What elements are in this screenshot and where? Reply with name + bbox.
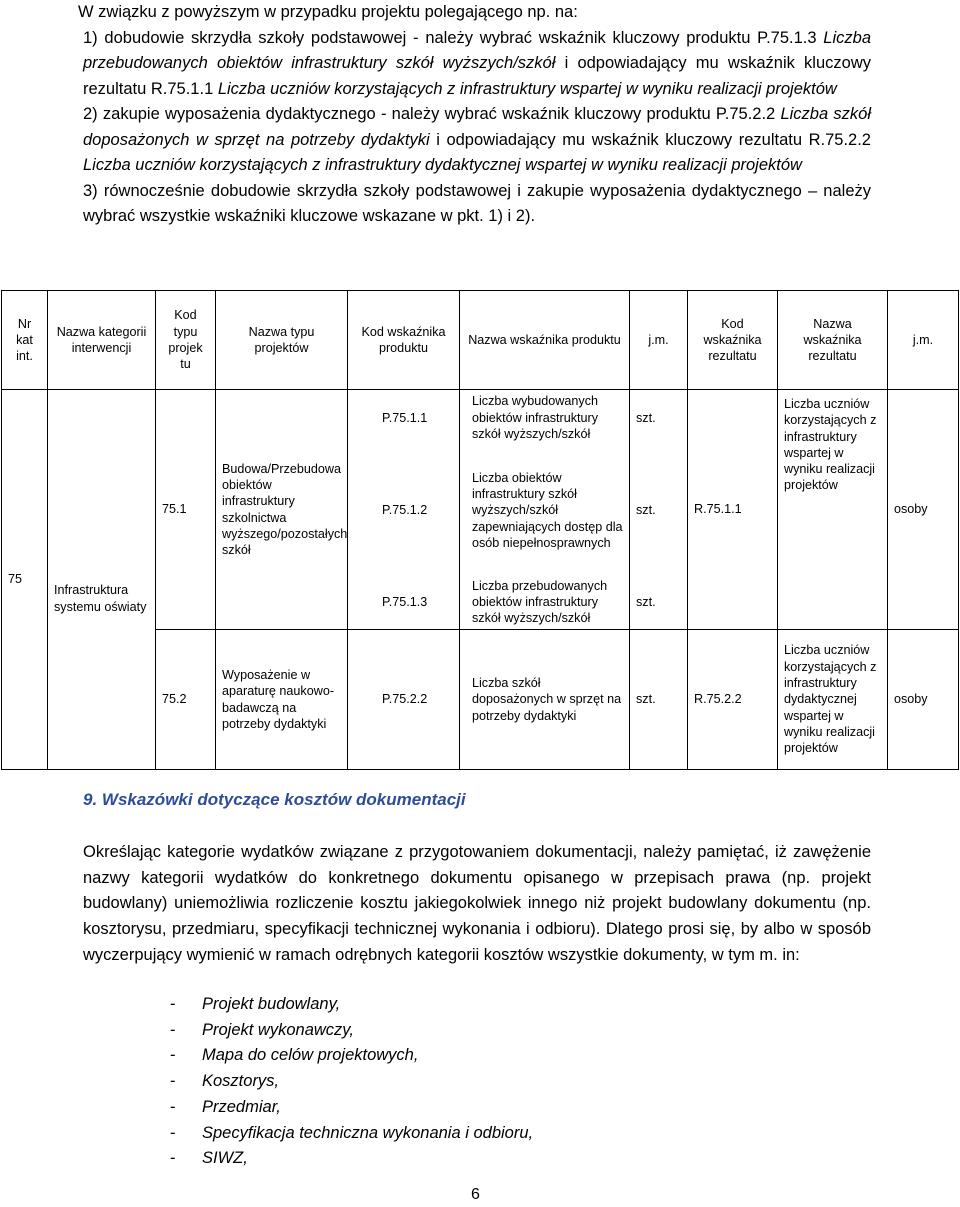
table-row bbox=[2, 390, 959, 446]
intro-line: W związku z powyższym w przypadku projektu polegającego np. na: bbox=[78, 3, 578, 21]
result-code: R.75.1.1 bbox=[688, 390, 778, 630]
section-title: 9. Wskazówki dotyczące kosztów dokumentacji bbox=[83, 790, 466, 809]
result-unit: osoby bbox=[888, 390, 959, 630]
header-cell: Kod wskaźnika rezultatu bbox=[688, 291, 778, 390]
list-item: - Kosztorys, bbox=[170, 1069, 533, 1095]
section-paragraph: Określając kategorie wydatków związane z przygotowaniem dokumentacji, należy pamiętać, iż zawężenie nazwy kategorii wydatków do konkretnego dokumentu opisanego w przepisach prawa (np. projekt budowlany) uniemożliwia rozliczenie kosztu jakiegokolwiek innego niż projekt budowlany dokumentu (np. kosztorysu, przedmiaru, specyfikacji technicznej wykonania i odbioru). Dlatego prosi się, by albo w sposób wyczerpujący wymienić w ramach odrębnych kategorii kosztów wszystkie dokumenty, w tym m. in: bbox=[83, 843, 871, 964]
text: i odpowiadający mu wskaźnik kluczowy rezultatu R.75.2.2 bbox=[429, 130, 871, 149]
header-cell: Nazwa wskaźnika produktu bbox=[460, 291, 630, 390]
indicators-table bbox=[1, 290, 959, 770]
type-code: 75.1 bbox=[156, 390, 216, 630]
intro-text bbox=[78, 0, 871, 230]
result-code: R.75.2.2 bbox=[688, 630, 778, 770]
product-name: Liczba wybudowanych obiektów infrastruktury szkół wyższych/szkół bbox=[460, 390, 630, 446]
header-cell: Nazwa typu projektów bbox=[216, 291, 348, 390]
header-cell: Kod typu projek tu bbox=[156, 291, 216, 390]
intro-point-1 bbox=[83, 26, 871, 103]
list-item: - Przedmiar, bbox=[170, 1095, 533, 1121]
product-unit: szt. bbox=[630, 576, 688, 630]
product-name: Liczba szkół doposażonych w sprzęt na potrzeby dydaktyki bbox=[460, 630, 630, 770]
text: 2) zakupie wyposażenia dydaktycznego - należy wybrać wskaźnik kluczowy produktu P.75.2.2 bbox=[83, 105, 781, 123]
result-unit: osoby bbox=[888, 630, 959, 770]
intro-point-2 bbox=[83, 102, 871, 179]
text-italic: Liczba uczniów korzystających z infrastruktury dydaktycznej wspartej w wyniku realizacji projektów bbox=[83, 156, 802, 174]
intro-point-3: 3) równocześnie dobudowie skrzydła szkoły podstawowej i zakupie wyposażenia dydaktycznego – należy wybrać wszystkie wskaźniki kluczowe wskazane w pkt. 1) i 2). bbox=[83, 181, 871, 225]
table-header-row bbox=[2, 291, 959, 390]
header-cell: Nazwa wskaźnika rezultatu bbox=[778, 291, 888, 390]
header-cell: Nazwa kategorii interwencji bbox=[48, 291, 156, 390]
product-unit: szt. bbox=[630, 390, 688, 446]
text: 1) dobudowie skrzydła szkoły podstawowej - należy wybrać wskaźnik kluczowy produktu P.75.1.3 bbox=[83, 28, 824, 47]
product-unit: szt. bbox=[630, 630, 688, 770]
text-italic: Liczba szkół doposażonych w sprzęt na potrzeby dydaktyki bbox=[83, 105, 871, 149]
list-item: - Mapa do celów projektowych, bbox=[170, 1043, 533, 1069]
product-name: Liczba obiektów infrastruktury szkół wyższych/szkół zapewniających dostęp dla osób niepełnosprawnych bbox=[460, 446, 630, 576]
result-name: Liczba uczniów korzystających z infrastruktury wspartej w wyniku realizacji projektów bbox=[778, 390, 888, 630]
type-name: Wyposażenie w aparaturę naukowo-badawczą na potrzeby dydaktyki bbox=[216, 630, 348, 770]
documents-list bbox=[170, 992, 533, 1172]
type-name: Budowa/Przebudowa obiektów infrastruktury szkolnictwa wyższego/pozostałych szkół bbox=[216, 390, 348, 630]
text: i odpowiadający mu wskaźnik kluczowy rezultatu R.75.1.1 bbox=[83, 54, 871, 98]
product-code: P.75.1.1 bbox=[348, 390, 460, 446]
page-number: 6 bbox=[471, 1186, 480, 1203]
text-italic: Liczba uczniów korzystających z infrastruktury wspartej w wyniku realizacji projektów bbox=[217, 79, 837, 98]
category-number: 75 bbox=[2, 390, 48, 770]
product-code: P.75.1.2 bbox=[348, 446, 460, 576]
product-code: P.75.1.3 bbox=[348, 576, 460, 630]
list-item: - Projekt budowlany, bbox=[170, 992, 533, 1018]
product-name: Liczba przebudowanych obiektów infrastruktury szkół wyższych/szkół bbox=[460, 576, 630, 630]
list-item: - Projekt wykonawczy, bbox=[170, 1018, 533, 1044]
header-cell: j.m. bbox=[630, 291, 688, 390]
category-name: Infrastruktura systemu oświaty bbox=[48, 390, 156, 770]
result-name: Liczba uczniów korzystających z infrastruktury dydaktycznej wspartej w wyniku realizacji projektów bbox=[778, 630, 888, 770]
list-item: - Specyfikacja techniczna wykonania i odbioru, bbox=[170, 1121, 533, 1147]
list-item: - SIWZ, bbox=[170, 1146, 533, 1172]
header-cell: Nr kat int. bbox=[2, 291, 48, 390]
product-unit: szt. bbox=[630, 446, 688, 576]
header-cell: Kod wskaźnika produktu bbox=[348, 291, 460, 390]
text-italic: Liczba przebudowanych obiektów infrastruktury szkół wyższych/szkół bbox=[83, 28, 871, 72]
type-code: 75.2 bbox=[156, 630, 216, 770]
header-cell: j.m. bbox=[888, 291, 959, 390]
product-code: P.75.2.2 bbox=[348, 630, 460, 770]
